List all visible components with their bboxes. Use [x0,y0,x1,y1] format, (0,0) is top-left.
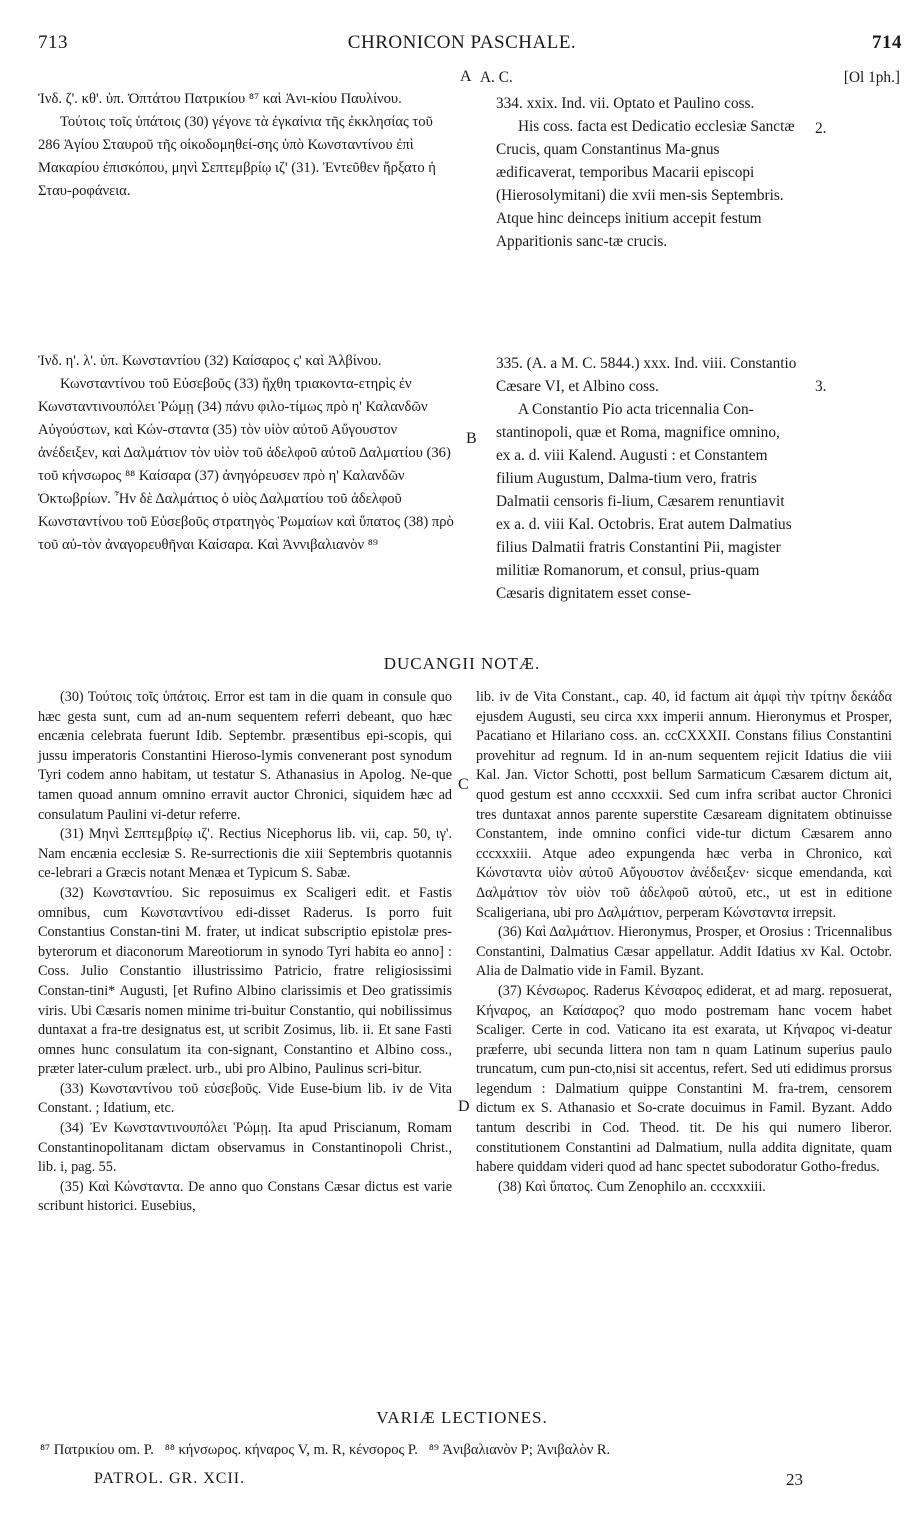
latin-paragraph-2: A Constantio Pio acta tricennalia Con-stantinopoli, quæ et Roma, magnifice omnino, ex a. d. viii Kalend. Augusti : et Constantem filium Augustum, Dalma-tium vero, fratris Dalmatii censoris fi-lium, Cæsarem renuntiavit ex a. d. viii Kal. Octobris. Erat autem Dalmatius filius Dalmatii fratris Constantini Pii, magister militiæ Romanorum, et consul, prius-quam Cæsaris dignitatem esset conse- [496,401,792,602]
footer-series: PATROL. GR. XCII. [94,1470,246,1487]
note-35: (35) Καὶ Κώνσταντα. De anno quo Constans Cæsar dictus est varie scribunt historici. Eusebius, [38,1178,452,1215]
latin-year-head: A. C. [480,69,513,86]
greek-column-2 [38,350,454,557]
note-38: (38) Καὶ ὕπατος. Cum Zenophilo an. cccxxxiii. [498,1178,766,1195]
footer-signature: 23 [786,1470,803,1489]
latin-year-number-2: 3. [815,378,827,395]
note-36: (36) Καὶ Δαλμάτιον. Hieronymus, Prosper, et Orosius : Tricennalibus Constantini, Dalmatius Cæsar appellatur. Addit Idatius xv Kal. Octobr. Alia de Dalmatio vide in Famil. Byzant. [476,924,892,980]
margin-letter-d: D [458,1098,470,1115]
note-32: (32) Κωνσταντίου. Sic reposuimus ex Scaligeri edit. et Fastis omnibus, cum Κωνσταντίνου edi-disset Raderus. Is porro fuit Constantius Constan-tini M. frater, ut indicat subscriptio epistolæ pres-byterorum et diaconorum Mareotiorum in synodo Tyri habita eo anno] : Coss. Julio Constantio illustrissimo Patricio, fratre religiosissimi Constan-tini* Augusti, [et Rufino Albino clarissimis et Deo gratissimis viris. Ubi Cæsaris nomen minime tri-buitur Constantio, qui nobilissimus duntaxat a fra-tre designatus est, ut scribit Zosimus, lib. ii. Et sane Fasti omnes hunc consulatum ita con-signant, Constantino et Albino coss., præter later-culum prælect. urb., ubi pro Albino, Paulinus scri-bitur. [38,884,452,1078]
latin-heading-1: 334. xxix. Ind. vii. Optato et Paulino coss. [496,95,755,112]
notes-left-column [38,688,452,1217]
latin-column-1 [496,92,796,253]
greek-paragraph-1: Τούτοις τοῖς ὑπάτοις (30) γέγονε τὰ ἐγκαίνια τῆς ἐκκλησίας τοῦ 286 Ἁγίου Σταυροῦ τῆς οἰκοδομηθεί-σης ὑπὸ Κωνσταντίνου ἐπὶ Μακαρίου ἐπισκόπου, μηνὶ Σεπτεμβρίῳ ιζ' (31). Ἐντεῦθεν ἤρξατο ἡ Σταυ-ροφάνεια. [38,114,436,199]
olympiad-tag: [Ol 1ph.] [843,69,900,86]
latin-heading-2: 335. (A. a M. C. 5844.) xxx. Ind. viii. Constantio Cæsare VI, et Albino coss. [496,355,797,395]
variae-lectiones: ⁸⁷ Πατρικίου om. P. ⁸⁸ κήνσωρος. κήναρος V, m. R, κένσορος P. ⁸⁹ Ἀνιβαλιανὸν P; Ἀνιβαλὸν R. [40,1442,611,1458]
note-34: (34) Ἐν Κωνσταντινουπόλει Ῥώμῃ. Ita apud Priscianum, Romam Constantinopolitanam dictam observamus in Constantinopoli Christ., lib. i, pag. 55. [38,1120,452,1176]
margin-letter-a: A [460,68,472,85]
notes-heading: DUCANGII NOTÆ. [383,654,541,673]
greek-column-1 [38,88,450,203]
note-31: (31) Μηνὶ Σεπτεμβρίῳ ιζ'. Rectius Nicephorus lib. vii, cap. 50, ιγ'. Nam encænia ecclesiæ S. Re-surrectionis die xiii Septembris quotannis ce-lebrari a Græcis notant Menæa et Typicum S. Sabæ. [38,826,452,882]
note-37: (37) Κένσωρος. Raderus Κένσαρος ediderat, et ad marg. reposuerat, Κήναρος, an Καίσαρος? quo modo postremam hanc vocem habet Scaliger. Certe in cod. Vaticano ita est exarata, ut Κήναρος vi-deatur præferre, ubi secunda littera non tam n quam Latinum superius paulo truncatum, cum pun-cto,nisi sit accentus, refert. Sed uti edidimus prorsus legendum : Dalmatium quippe Constantini M. fra-trem, censorem dictum ex S. Athanasio et So-crate docuimus in Famil. Byzant. Addo tantum describi in Cod. Theod. tit. De his qui numero liberor. constitutionem Constantini ad Dalmatium, nulla addita dignitate, quam habere quiddam videri quod ad hanc spectet subodoratur Gotho-fredus. [476,982,892,1176]
margin-letter-c: C [458,776,469,793]
page-number-right: 714 [872,32,902,53]
notes-right-column [476,688,892,1197]
running-title: CHRONICON PASCHALE. [347,32,577,53]
margin-letter-b: B [466,430,477,447]
latin-year-number-1: 2. [815,120,827,137]
latin-paragraph-1: His coss. facta est Dedicatio ecclesiæ Sanctæ Crucis, quam Constantinus Ma-gnus ædificaverat, temporibus Macarii episcopi (Hierosolymitani) die xvii men-sis Septembris. Atque hinc deinceps initium accepit festum Apparitionis sanc-tæ crucis. [496,118,795,250]
note-33: (33) Κωνσταντίνου τοῦ εὐσεβοῦς. Vide Euse-bium lib. iv de Vita Constant. ; Idatium, etc. [38,1080,452,1117]
greek-heading-2: Ἰνδ. η'. λ'. ὑπ. Κωνσταντίου (32) Καίσαρος ς' καὶ Ἀλβίνου. [38,353,382,369]
greek-heading-1: Ἰνδ. ζ'. κθ'. ὑπ. Ὀπτάτου Πατρικίου ⁸⁷ καὶ Ἀνι-κίου Παυλίνου. [38,91,402,107]
latin-column-2 [496,352,798,605]
note-30: (30) Τούτοις τοῖς ὑπάτοις. Error est tam in die quam in consule quo hæc gesta sunt, cum ad an-num sequentem referri debeant, quo hæc encænia celebrata fuerunt Idib. Septembr. præsentibus epi-scopis, qui jussu imperatoris Constantini Hieroso-lymis convenerant post synodum Tyri codem anno habitam, ut testatur S. Athanasius in Apolog. Ne-que tamen quoad annum omnino erravit auctor Chronici, siquidem hæc ad consulatum Paulini vi-detur referre. [38,689,452,823]
note-35-continued: lib. iv de Vita Constant., cap. 40, id factum ait ἀμφὶ τὴν τρίτην δεκάδα ejusdem Augusti, seu circa xxx imperii annum. Hieronymus et Prosper, Pacatiano et Hilariano coss. an. ccCXXXII. Constans filius Constantini provehitur ad regnum. Id in an-num sequentem rejicit Idatius die viii Kal. Jan. Victor Schotti, post bellum Sarmaticum Cæsarem dictum ait, quod gestum est anno cccxxxii. Sed cum infra scribat auctor Chronici tres duntaxat annos parente superstite Cæsaream dignitatem obtinuisse Constantem, inde omnino confici vide-tur dictum Cæsarem anno cccxxxiii. Atque adeo expungenda hæc verba in Chronico, καὶ Κώνσταντα υἱὸν αὐτοῦ Αὔγουστον ἀνέδειξεν· sicque emendanda, καὶ Δαλμάτιον τὸν υἱὸν τοῦ ἀδελφοῦ αὐτοῦ, etc., ut est in editione Scaligeriana, ubi pro Δαλμάτιον, perperam Κώνσταντα irrepsit. [476,689,892,921]
variae-heading: VARIÆ LECTIONES. [376,1408,548,1427]
page-number-left: 713 [38,32,68,53]
greek-paragraph-2: Κωνσταντίνου τοῦ Εὐσεβοῦς (33) ἤχθη τριακοντα-ετηρὶς ἐν Κωνσταντινουπόλει Ῥώμῃ (34) πάνυ φιλο-τίμως πρὸ η' Καλανδῶν Αὐγούστων, καὶ Κών-σταντα (35) τὸν υἱὸν αὐτοῦ Αὔγουστον ἀνέδειξεν, καὶ Δαλμάτιον τὸν υἱὸν τοῦ ἀδελφοῦ αὐτοῦ Δαλματίου (36) τοῦ κήνσωρος ⁸⁸ Καίσαρα (37) ἀνηγόρευσεν πρὸ η' Καλανδῶν Ὀκτωβρίων. Ἦν δὲ Δαλμάτιος ὁ υἱὸς Δαλματίου τοῦ ἀδελφοῦ Κωνσταντίνου τοῦ Εὐσεβοῦς στρατηγὸς Ῥωμαίων καὶ ὕπατος (38) πρὸ τοῦ αὐ-τὸν ἀναγορευθῆναι Καίσαρα. Καὶ Ἀννιβαλιανὸν ⁸⁹ [38,376,454,553]
